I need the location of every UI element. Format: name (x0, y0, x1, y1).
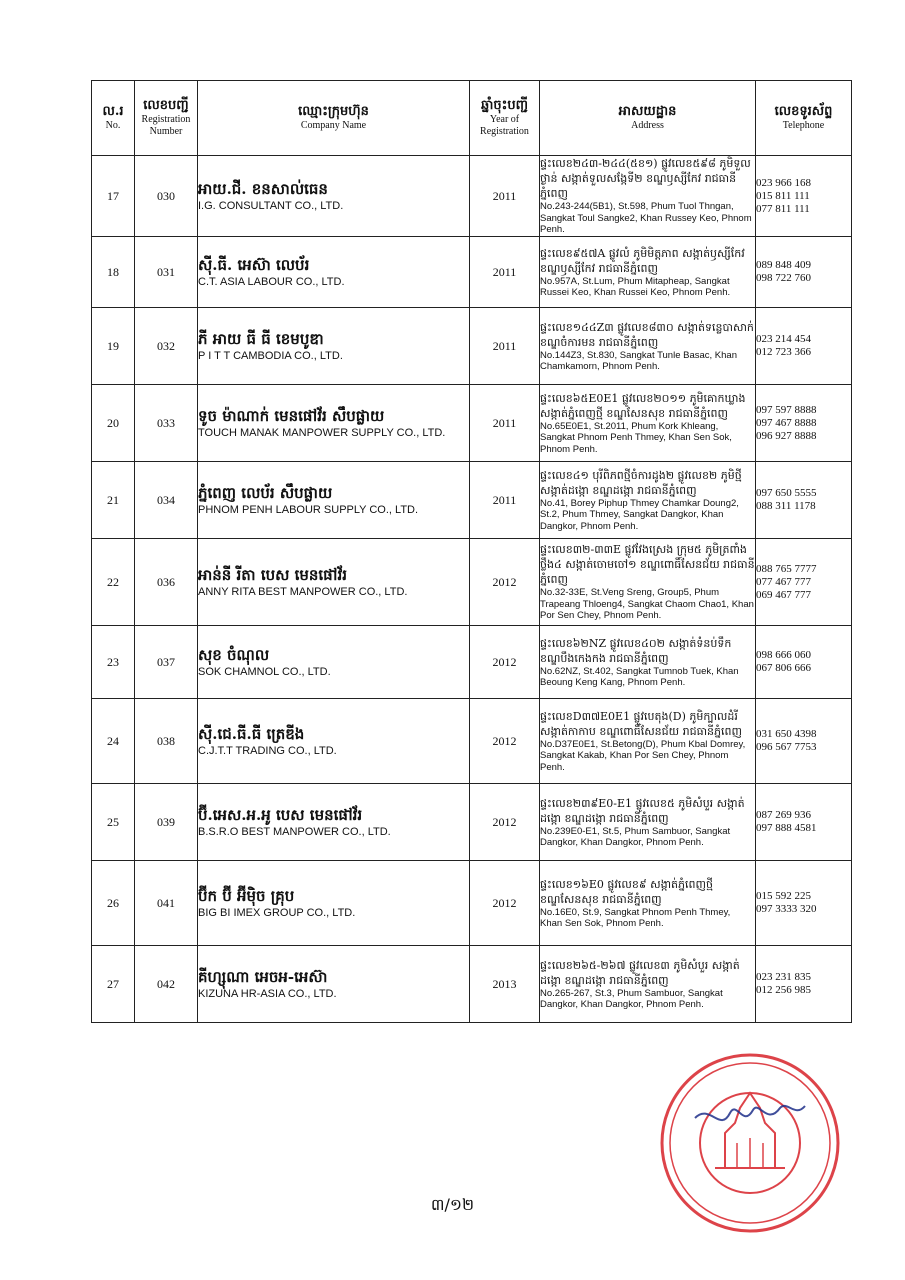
company-name-cell (198, 462, 470, 539)
header-name-kh: ឈ្មោះក្រុមហ៊ុន (298, 104, 369, 119)
company-name-kh: ភី អាយ ធី ធី ខេមបូឌា (198, 330, 324, 348)
address-kh: ផ្ទះលេខ៣២-៣៣E ផ្លូវវែងស្រេង ក្រុម៥ ភូមិត្រពាំងថ្លឹង៤ សង្កាត់ចោមចៅ១ ខណ្ឌពោធិ៍សែនជ័យ រាជធានីភ្នំពេញ (540, 543, 755, 587)
table-row (92, 539, 852, 626)
registration-year: 2011 (470, 237, 540, 308)
telephone-cell (756, 626, 852, 699)
telephone-cell (756, 539, 852, 626)
table-row (92, 946, 852, 1023)
company-name-en: PHNOM PENH LABOUR SUPPLY CO., LTD. (198, 504, 419, 516)
telephone-number: 023 966 168 (756, 176, 811, 189)
telephone-number: 031 650 4398 (756, 728, 817, 740)
telephone-cell (756, 308, 852, 385)
header-no (92, 81, 135, 156)
telephone-number: 088 311 1178 (756, 500, 816, 512)
address-kh: ផ្ទះលេខ៤១ បុរីពិភពថ្មីចំការដូង២ ផ្លូវលេខ២ ភូមិថ្មី សង្កាត់ដង្កោ ខណ្ឌដង្កោ រាជធានីភ្នំពេញ (540, 468, 742, 497)
telephone-cell (756, 385, 852, 462)
header-year (470, 81, 540, 156)
table-row (92, 462, 852, 539)
address-cell (540, 308, 756, 385)
header-company-name (198, 81, 470, 156)
company-name-en: ANNY RITA BEST MANPOWER CO., LTD. (198, 586, 408, 598)
address-en: No.239E0-E1, St.5, Phum Sambuor, Sangkat Dangkor, Khan Dangkor, Phnom Penh. (540, 825, 731, 848)
company-name-cell (198, 626, 470, 699)
address-cell (540, 385, 756, 462)
telephone-number: 097 3333 320 (756, 903, 817, 915)
address-kh: ផ្ទះលេខ៦២NZ ផ្លូវលេខ៤០២ សង្កាត់ទំនប់ទឹក ខណ្ឌបឹងកេងកង រាជធានីភ្នំពេញ (540, 636, 732, 665)
telephone-number: 067 806 666 (756, 662, 811, 674)
telephone-number: 015 811 111 (756, 189, 810, 202)
telephone-number: 088 765 7777 (756, 562, 817, 575)
company-name-kh: ស៊ី.ជេ.ធី.ធី ត្រេឌីង (198, 725, 305, 743)
header-no-kh: ល.រ (102, 104, 124, 119)
header-registration-number (135, 81, 198, 156)
address-cell (540, 626, 756, 699)
address-cell (540, 462, 756, 539)
table-row (92, 156, 852, 237)
table-row (92, 308, 852, 385)
registration-year: 2012 (470, 626, 540, 699)
registration-year: 2011 (470, 462, 540, 539)
address-en: No.16E0, St.9, Sangkat Phnom Penh Thmey, Khan Sen Sok, Phnom Penh. (540, 906, 731, 929)
address-en: No.D37E0E1, St.Betong(D), Phum Kbal Domrey, Sangkat Kakab, Khan Por Sen Chey, Phnom Penh. (540, 738, 746, 773)
address-en: No.144Z3, St.830, Sangkat Tunle Basac, Khan Chamkamorn, Phnom Penh. (540, 349, 737, 372)
registration-number: 041 (135, 861, 198, 946)
address-cell (540, 539, 756, 626)
registration-number: 031 (135, 237, 198, 308)
telephone-number: 097 597 8888 (756, 403, 817, 416)
registration-year: 2012 (470, 699, 540, 784)
row-number: 20 (92, 385, 135, 462)
telephone-number: 012 723 366 (756, 346, 811, 358)
row-number: 25 (92, 784, 135, 861)
address-cell (540, 861, 756, 946)
telephone-cell (756, 699, 852, 784)
header-addr-kh: អាសយដ្ឋាន (618, 104, 677, 119)
header-tel-kh: លេខទូរស័ព្ទ (774, 104, 833, 119)
company-name-kh: សុខ ចំណុល (198, 646, 270, 664)
header-year-en2: Registration (480, 126, 529, 137)
address-kh: ផ្ទះលេខ២៤៣-២៤៤(៥ខ១) ផ្លូវលេខ៥៩៨ ភូមិទួលថ្ងាន់ សង្កាត់ទួលសង្កែទី២ ខណ្ឌឫស្សីកែវ រាជធានីភ្នំពេញ (540, 157, 751, 201)
registration-number: 039 (135, 784, 198, 861)
telephone-number: 096 927 8888 (756, 429, 817, 442)
address-en: No.62NZ, St.402, Sangkat Tumnob Tuek, Khan Beoung Keng Kang, Phnom Penh. (540, 665, 739, 688)
address-kh: ផ្ទះលេខ១៤៤Z៣ ផ្លូវលេខ៨៣០ សង្កាត់ទន្លេបាសាក់ ខណ្ឌចំការមន រាជធានីភ្នំពេញ (540, 320, 754, 349)
address-en: No.265-267, St.3, Phum Sambuor, Sangkat Dangkor, Khan Dangkor, Phnom Penh. (540, 987, 723, 1010)
company-name-cell (198, 156, 470, 237)
header-year-en1: Year of (489, 114, 520, 125)
header-telephone (756, 81, 852, 156)
address-en: No.41, Borey Piphup Thmey Chamkar Doung2, St.2, Phum Thmey, Sangkat Dangkor, Khan Dangkor, Phnom Penh. (540, 497, 739, 532)
company-name-cell (198, 699, 470, 784)
company-name-cell (198, 385, 470, 462)
registration-number: 037 (135, 626, 198, 699)
telephone-number: 096 567 7753 (756, 741, 817, 753)
telephone-number: 069 467 777 (756, 588, 811, 601)
company-name-kh: អាយ.ជី. ខនសាល់ធេន (198, 180, 328, 198)
header-name-en: Company Name (300, 120, 367, 131)
telephone-cell (756, 784, 852, 861)
company-name-cell (198, 946, 470, 1023)
header-no-en: No. (105, 120, 121, 131)
address-kh: ផ្ទះលេខ៦៥E0E1 ផ្លូវលេខ២០១១ ភូមិគោកឃ្លាង សង្កាត់ភ្នំពេញថ្មី ខណ្ឌសែនសុខ រាជធានីភ្នំពេញ (540, 391, 746, 420)
company-name-kh: ស៊ី.ធី. អេស៊ា លេប័រ (198, 256, 310, 274)
registration-number: 036 (135, 539, 198, 626)
address-cell (540, 156, 756, 237)
address-en: No.957A, St.Lum, Phum Mitapheap, Sangkat Russei Keo, Khan Russei Keo, Phnom Penh. (540, 275, 731, 298)
telephone-number: 098 722 760 (756, 272, 811, 284)
telephone-cell (756, 946, 852, 1023)
company-name-en: P I T T CAMBODIA CO., LTD. (198, 350, 343, 362)
company-name-en: SOK CHAMNOL CO., LTD. (198, 666, 331, 678)
telephone-number: 015 592 225 (756, 890, 811, 902)
address-cell (540, 237, 756, 308)
company-name-en: TOUCH MANAK MANPOWER SUPPLY CO., LTD. (198, 427, 446, 439)
row-number: 26 (92, 861, 135, 946)
address-kh: ផ្ទះលេខD៣៧E0E1 ផ្លូវបេតុង(D) ភូមិក្បាលដំរី សង្កាត់កាកាប ខណ្ឌពោធិ៍សែនជ័យ រាជធានីភ្នំពេញ (540, 709, 742, 738)
registration-number: 032 (135, 308, 198, 385)
row-number: 22 (92, 539, 135, 626)
row-number: 17 (92, 156, 135, 237)
registration-year: 2011 (470, 308, 540, 385)
row-number: 18 (92, 237, 135, 308)
company-name-cell (198, 861, 470, 946)
telephone-number: 087 269 936 (756, 809, 811, 821)
registration-year: 2011 (470, 156, 540, 237)
row-number: 27 (92, 946, 135, 1023)
company-registry-table (91, 80, 852, 1023)
company-name-cell (198, 237, 470, 308)
registration-year: 2012 (470, 784, 540, 861)
telephone-number: 012 256 985 (756, 984, 811, 996)
telephone-cell (756, 861, 852, 946)
header-reg-en2: Number (149, 126, 183, 137)
telephone-number: 098 666 060 (756, 649, 811, 661)
row-number: 21 (92, 462, 135, 539)
company-name-kh: គីហ្សុណា អេចអ-អេស៊ា (198, 968, 328, 986)
telephone-number: 097 650 5555 (756, 487, 817, 499)
table-row (92, 626, 852, 699)
table-header-row (92, 81, 852, 156)
header-reg-kh: លេខបញ្ជី (143, 98, 189, 113)
company-name-kh: ទូច ម៉ាណាក់ មេនផៅវ័រ សឹបផ្លាយ (198, 407, 385, 425)
header-addr-en: Address (631, 120, 664, 131)
telephone-cell (756, 462, 852, 539)
company-name-kh: អាន់នី រីតា បេស មេនផៅវ័រ (198, 566, 347, 584)
telephone-number: 023 214 454 (756, 333, 811, 345)
registration-number: 038 (135, 699, 198, 784)
header-year-kh: ឆ្នាំចុះបញ្ជី (481, 98, 528, 113)
telephone-cell (756, 156, 852, 237)
row-number: 24 (92, 699, 135, 784)
address-kh: ផ្ទះលេខ២៣៩E0-E1 ផ្លូវលេខ៥ ភូមិសំបួរ សង្កាត់ដង្កោ ខណ្ឌដង្កោ រាជធានីភ្នំពេញ (540, 796, 745, 825)
telephone-number: 097 888 4581 (756, 822, 817, 834)
company-name-cell (198, 784, 470, 861)
header-address (540, 81, 756, 156)
telephone-number: 097 467 8888 (756, 416, 817, 429)
telephone-number: 023 231 835 (756, 971, 811, 983)
row-number: 19 (92, 308, 135, 385)
company-name-kh: ប៊ី.អេស.អ.អូ បេស មេនផៅវ័រ (198, 806, 363, 824)
telephone-number: 089 848 409 (756, 259, 811, 271)
address-en: No.32-33E, St.Veng Sreng, Group5, Phum Trapeang Thloeng4, Sangkat Chaom Chao1, Khan Por Sen Chey, Phnom Penh. (540, 587, 754, 622)
table-row (92, 237, 852, 308)
company-name-cell (198, 539, 470, 626)
page-number: ៣/១២ (430, 1195, 475, 1214)
address-kh: ផ្ទះលេខ៩៥៧A ផ្លូវលំ ភូមិមិត្តភាព សង្កាត់ឫស្សីកែវ ខណ្ឌឫស្សីកែវ រាជធានីភ្នំពេញ (540, 246, 745, 275)
address-cell (540, 699, 756, 784)
header-tel-en: Telephone (782, 120, 825, 131)
address-kh: ផ្ទះលេខ១៦E0 ផ្លូវលេខ៩ សង្កាត់ភ្នំពេញថ្មី ខណ្ឌសែនសុខ រាជធានីភ្នំពេញ (540, 877, 713, 906)
table-row (92, 784, 852, 861)
registration-number: 030 (135, 156, 198, 237)
company-name-en: I.G. CONSULTANT CO., LTD. (198, 200, 344, 212)
address-cell (540, 946, 756, 1023)
address-en: No.65E0E1, St.2011, Phum Kork Khleang, Sangkat Phnom Penh Thmey, Khan Sen Sok, Phnom Penh. (540, 420, 732, 455)
company-name-cell (198, 308, 470, 385)
registration-number: 042 (135, 946, 198, 1023)
company-name-kh: ប៊ីក ប៊ី អ៊ីម៉ិច គ្រុប (198, 887, 295, 905)
row-number: 23 (92, 626, 135, 699)
company-name-en: C.J.T.T TRADING CO., LTD. (198, 745, 337, 757)
company-name-en: KIZUNA HR-ASIA CO., LTD. (198, 988, 337, 1000)
registration-number: 033 (135, 385, 198, 462)
company-name-en: BIG BI IMEX GROUP CO., LTD. (198, 907, 356, 919)
table-row (92, 699, 852, 784)
telephone-number: 077 467 777 (756, 575, 811, 588)
registration-year: 2012 (470, 539, 540, 626)
company-name-en: B.S.R.O BEST MANPOWER CO., LTD. (198, 826, 391, 838)
company-name-kh: ភ្នំពេញ លេប័រ សឹបផ្លាយ (198, 484, 333, 502)
registration-year: 2012 (470, 861, 540, 946)
header-reg-en1: Registration (141, 114, 191, 125)
address-en: No.243-244(5B1), St.598, Phum Tuol Thngan, Sangkat Toul Sangke2, Khan Russey Keo, Phnom Penh. (540, 201, 752, 236)
table-row (92, 385, 852, 462)
table-row (92, 861, 852, 946)
registration-year: 2011 (470, 385, 540, 462)
company-name-en: C.T. ASIA LABOUR CO., LTD. (198, 276, 345, 288)
telephone-number: 077 811 111 (756, 202, 810, 215)
registration-year: 2013 (470, 946, 540, 1023)
address-cell (540, 784, 756, 861)
registration-number: 034 (135, 462, 198, 539)
address-kh: ផ្ទះលេខ២៦៥-២៦៧ ផ្លូវលេខ៣ ភូមិសំបួរ សង្កាត់ដង្កោ ខណ្ឌដង្កោ រាជធានីភ្នំពេញ (540, 958, 740, 987)
telephone-cell (756, 237, 852, 308)
